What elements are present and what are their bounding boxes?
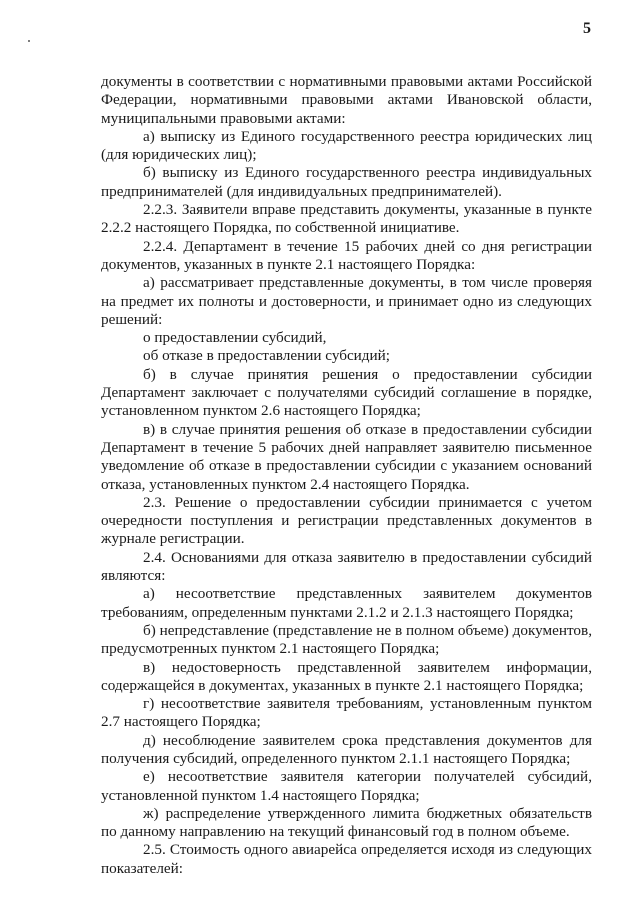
- clause-2-4-e: е) несоответствие заявителя категории получателей субсидий, установленной пунктом 1.4 настоящего Порядка;: [101, 768, 592, 804]
- clause-2-2-3: 2.2.3. Заявители вправе представить документы, указанные в пункте 2.2.2 настоящего Порядка, по собственной инициативе.: [101, 201, 592, 237]
- clause-2-5: 2.5. Стоимость одного авиарейса определяется исходя из следующих показателей:: [101, 841, 592, 877]
- clause-2-2-4-v: в) в случае принятия решения об отказе в предоставлении субсидии Департамент в течение 5 рабочих дней направляет заявителю письменное уведомление об отказе в предоставлении субсидии с указанием оснований отказа, установленных пунктом 2.4 настоящего Порядка.: [101, 420, 592, 493]
- decision-refusal: об отказе в предоставлении субсидий;: [143, 347, 391, 365]
- paragraph-continuation: документы в соответствии с нормативными правовыми актами Российской Федерации, нормативными правовыми актами Ивановской области, муниципальными правовыми актами:: [101, 73, 592, 127]
- clause-2-4-d: д) несоблюдение заявителем срока представления документов для получения субсидий, определенного пунктом 2.1.1 настоящего Порядка;: [101, 731, 592, 767]
- decision-grant: о предоставлении субсидий,: [143, 329, 327, 347]
- clause-2-3: 2.3. Решение о предоставлении субсидии принимается с учетом очередности поступления и регистрации представленных документов в журнале регистрации.: [101, 493, 592, 548]
- clause-2-2-4-a: а) рассматривает представленные документы, в том числе проверяя на предмет их полноты и достоверности, и принимает одно из следующих решений:: [101, 274, 592, 328]
- clause-2-2-4-b: б) в случае принятия решения о предоставлении субсидии Департамент заключает с получателями субсидий соглашение в порядке, установленном пунктом 2.6 настоящего Порядка;: [101, 365, 592, 420]
- clause-2-2-4: 2.2.4. Департамент в течение 15 рабочих дней со дня регистрации документов, указанных в пункте 2.1 настоящего Порядка:: [101, 237, 592, 273]
- clause-2-4-b: б) непредставление (представление не в полном объеме) документов, предусмотренных пунктом 2.1 настоящего Порядка;: [101, 621, 592, 658]
- clause-2-4: 2.4. Основаниями для отказа заявителю в предоставлении субсидий являются:: [101, 548, 592, 585]
- list-item-b-entrepreneurs: б) выписку из Единого государственного реестра индивидуальных предпринимателей (для индивидуальных предпринимателей).: [101, 164, 592, 200]
- clause-2-4-v: в) недостоверность представленной заявителем информации, содержащейся в документах, указанных в пункте 2.1 настоящего Порядка;: [101, 658, 592, 694]
- page-number: 5: [583, 20, 591, 37]
- clause-2-4-a: а) несоответствие представленных заявителем документов требованиям, определенным пунктами 2.1.2 и 2.1.3 настоящего Порядка;: [101, 585, 592, 621]
- document-body: [101, 73, 592, 878]
- clause-2-4-g: г) несоответствие заявителя требованиям, установленным пунктом 2.7 настоящего Порядка;: [101, 695, 592, 731]
- scan-speck: [28, 40, 30, 42]
- clause-2-4-zh: ж) распределение утвержденного лимита бюджетных обязательств по данному направлению на текущий финансовый год в полном объеме.: [101, 804, 592, 841]
- list-item-a-legal-entities: а) выписку из Единого государственного реестра юридических лиц (для юридических лиц);: [101, 127, 592, 164]
